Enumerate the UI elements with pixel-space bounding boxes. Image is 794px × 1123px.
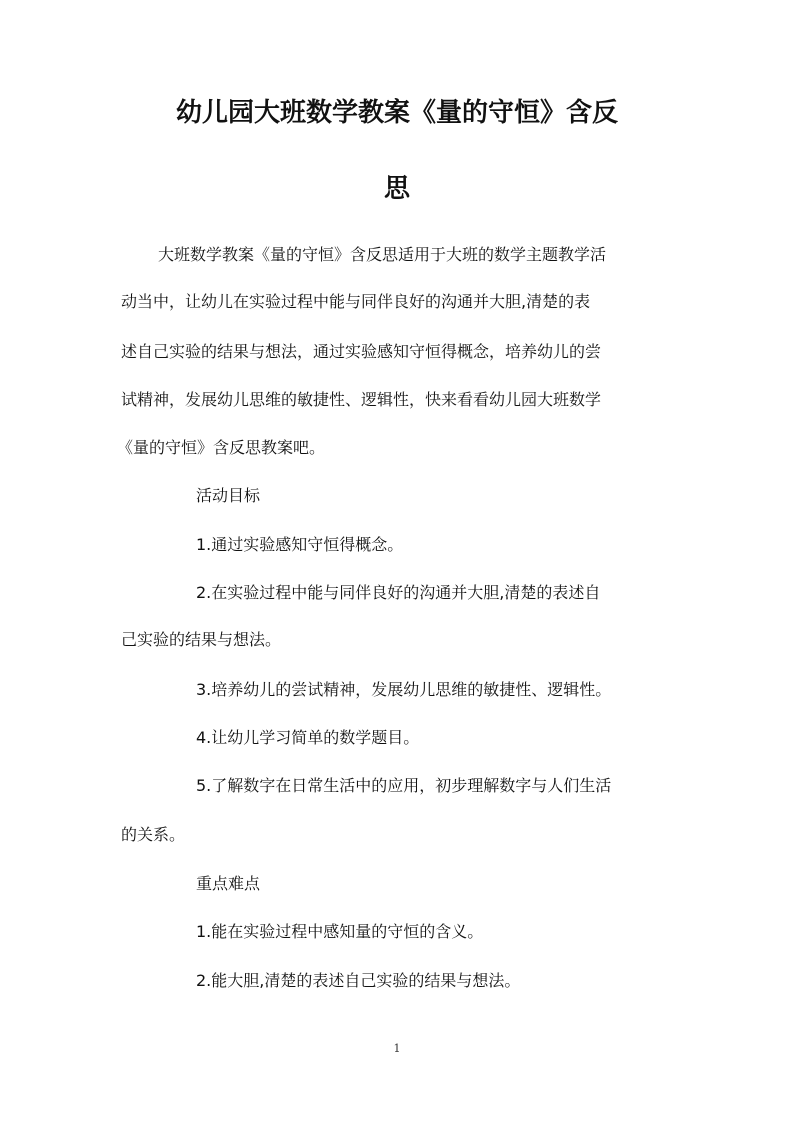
intro-line-4: 试精神，发展幼儿思维的敏捷性、逻辑性，快来看看幼儿园大班数学 [121,390,602,409]
intro-line-3: 述自己实验的结果与想法，通过实验感知守恒得概念，培养幼儿的尝 [121,342,602,361]
key-points-heading: 重点难点 [196,874,261,893]
goal-item-2-continued: 己实验的结果与想法。 [121,630,282,649]
goal-item-2: 2.在实验过程中能与同伴良好的沟通并大胆,清楚的表述自 [196,583,601,602]
key-point-item-1: 1.能在实验过程中感知量的守恒的含义。 [196,922,484,941]
page-number: 1 [393,1042,401,1055]
intro-line-1: 大班数学教案《量的守恒》含反思适用于大班的数学主题教学活 [158,245,607,264]
document-title-line-2: 思 [383,174,410,204]
key-point-item-2: 2.能大胆,清楚的表述自己实验的结果与想法。 [196,971,521,990]
intro-line-5: 《量的守恒》含反思教案吧。 [117,438,326,457]
goals-heading: 活动目标 [196,486,261,505]
goal-item-5-continued: 的关系。 [121,825,186,844]
goal-item-4: 4.让幼儿学习简单的数学题目。 [196,728,420,747]
goal-item-1: 1.通过实验感知守恒得概念。 [196,535,404,554]
document-title-line-1: 幼儿园大班数学教案《量的守恒》含反 [175,98,618,128]
goal-item-3: 3.培养幼儿的尝试精神，发展幼儿思维的敏捷性、逻辑性。 [196,680,612,699]
intro-line-2: 动当中，让幼儿在实验过程中能与同伴良好的沟通并大胆,清楚的表 [121,292,591,311]
goal-item-5: 5.了解数字在日常生活中的应用，初步理解数字与人们生活 [196,776,612,795]
